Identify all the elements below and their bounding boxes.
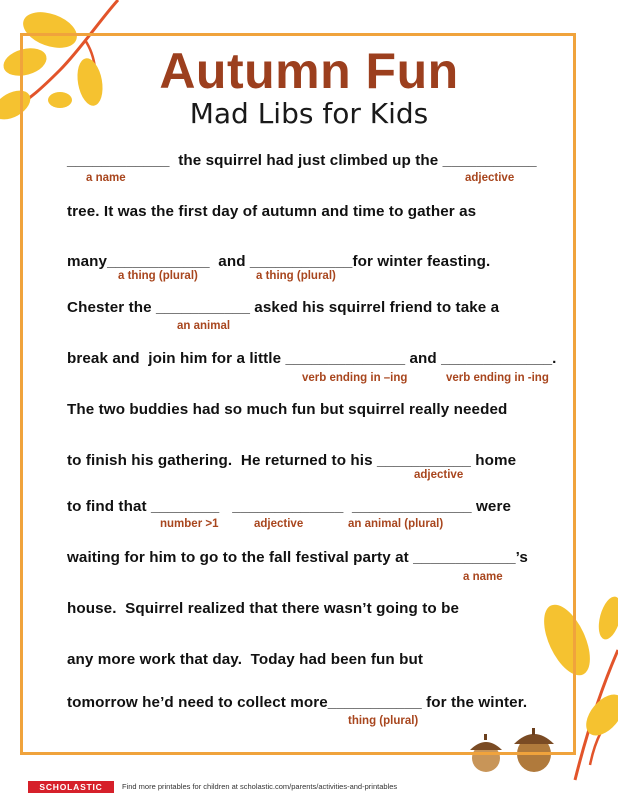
page-subtitle: Mad Libs for Kids: [189, 97, 429, 130]
blank-hint: adjective: [414, 469, 464, 481]
story-line: to finish his gathering. He returned to his ___________ home: [67, 452, 517, 469]
blank-hint: a thing (plural): [118, 270, 198, 282]
page-title: Autumn Fun: [159, 43, 459, 99]
blank-hint: a name: [463, 571, 503, 583]
story-line: any more work that day. Today had been fun but: [67, 651, 424, 668]
blank-hint: thing (plural): [348, 715, 419, 727]
blank-hint: verb ending in -ing: [446, 372, 549, 384]
story-line: Chester the ___________ asked his squirrel friend to take a: [67, 299, 500, 316]
story-line: waiting for him to go to the fall festival party at ____________’s: [67, 549, 528, 566]
story-line: many____________ and ____________for winter feasting.: [67, 253, 491, 270]
blank-hint: verb ending in –ing: [302, 372, 408, 384]
story-line: to find that ________ _____________ ______________ were: [67, 498, 512, 515]
scholastic-logo: SCHOLASTIC: [28, 781, 114, 793]
story-line: ____________ the squirrel had just climbed up the ___________: [67, 152, 537, 169]
blank-hint: a thing (plural): [256, 270, 336, 282]
blank-hint: an animal (plural): [348, 518, 444, 530]
story-line: The two buddies had so much fun but squirrel really needed: [67, 401, 508, 418]
story-line: break and join him for a little ______________ and _____________.: [67, 350, 557, 367]
footer-note: Find more printables for children at scholastic.com/parents/activities-and-printables: [122, 782, 398, 791]
blank-hint: adjective: [465, 172, 515, 184]
blank-hint: a name: [86, 172, 126, 184]
story-line: house. Squirrel realized that there wasn’t going to be: [67, 600, 459, 617]
blank-hint: an animal: [177, 320, 231, 332]
story-line: tomorrow he’d need to collect more___________ for the winter.: [67, 694, 528, 711]
story-line: tree. It was the first day of autumn and time to gather as: [67, 203, 477, 220]
blank-hint: adjective: [254, 518, 304, 530]
blank-hint: number >1: [160, 518, 219, 530]
page-border: [20, 33, 576, 755]
